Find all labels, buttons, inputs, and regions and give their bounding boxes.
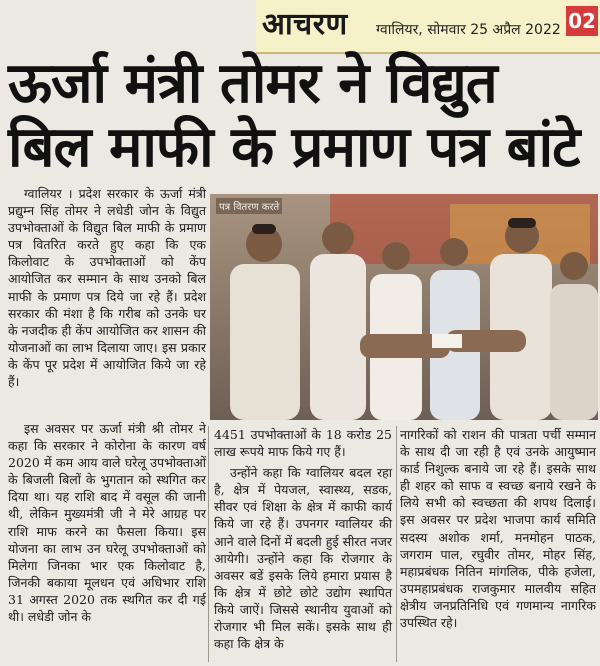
article-paragraph-intro: ग्वालियर । प्रदेश सरकार के ऊर्जा मंत्री प्रद्युम्न सिंह तोमर ने लधेडी जोन के विद्युत उपभोक्ताओं के विद्युत बिल माफी के प्रमाण पत्र वितरित करते हुए कहा कि एक किलोवाट के उपभोक्ताओं को केंप आयोजित कर सम्मान के साथ उनको बिल माफी के प्रमाण पत्र दिये जा रहे हैं। प्रदेश सरकार की मंशा है कि गरीब को उनके घर के नजदीक ही केंप आयोजित कर शासन की योजनाओं का लाभ दिलाया जाए। इस प्रकार के केंप पूर प्रदेश में आयोजित किये जा रहे हैं। bbox=[8, 186, 206, 390]
headline-line-2: बिल माफी के प्रमाण पत्र बांटे bbox=[8, 115, 580, 180]
photo-caption: पत्र वितरण करते bbox=[216, 198, 282, 214]
column-divider bbox=[396, 426, 397, 662]
article-paragraph-minister-quote: इस अवसर पर ऊर्जा मंत्री श्री तोमर ने कहा कि सरकार ने कोरोना के कारण वर्ष 2020 में कम आय वाले घरेलू उपभोक्ताओं के बिजली बिलों के भुगतान को स्थगित कर दिया था। यह राशि बाद में वसूल की जानी थी, लेकिन मुख्यमंत्री जी ने मेरे आग्रह पर राशि माफ करने का फैसला किया। इस योजना का लाभ उन घरेलू उपभोक्ताओं को मिलेगा जिनका भार एक किलोवाट है, जिनकी बकाया मूलधन एवं अधिभार राशि 31 अगस्त 2020 तक स्थगित कर दी गई थी। लधेडी जोन के bbox=[8, 421, 206, 625]
dateline: ग्वालियर, सोमवार 25 अप्रैल 2022 bbox=[376, 22, 561, 38]
article-paragraph-consumers: 4451 उपभोक्ताओं के 18 करोड 25 लाख रूपये माफ किये गए हैं। bbox=[214, 427, 392, 460]
article-column-middle bbox=[214, 426, 392, 652]
article-paragraph-development: उन्होंने कहा कि ग्वालियर बदल रहा है, क्षेत्र में पेयजल, स्वास्थ्य, सडक, सीवर एवं शिक्षा के क्षेत्र में काफी कार्य किये जा रहे हैं। उपनगर ग्वालियर की आने वाले दिनों में बदली हुई सीरत नजर आयेगी। उन्होंने कहा कि रोजगार के अवसर बडें इसके लिये हमारा प्रयास है कि क्षेत्र में छोटे छोटे उद्योग स्थापित किये जाऐं। जिससे स्थानीय युवाओं को रोजगार भी मिल सकें। इसके साथ ही कहा कि क्षेत्र के bbox=[214, 465, 392, 652]
masthead bbox=[256, 0, 600, 54]
photo-illustration bbox=[210, 194, 598, 420]
news-photo bbox=[210, 194, 598, 420]
newspaper-brand: आचरण bbox=[262, 7, 348, 42]
article-column-right bbox=[400, 426, 596, 631]
headline-line-1: ऊर्जा मंत्री तोमर ने विद्युत bbox=[8, 51, 497, 116]
headline bbox=[8, 52, 598, 180]
article-paragraph-attendees: नागरिकों को राशन की पात्रता पर्ची सम्मान के साथ दी जा रही है एवं उनके आयुष्मान कार्ड निशुल्क बनाये जा रहे हैं। इसके साथ ही शहर को साफ व स्वच्छ बनाये रखने के लिये सभी को स्वच्छता की शपथ दिलाई। इस अवसर पर प्रदेश भाजपा कार्य समिति सदस्य अशोक शर्मा, मनमोहन पाठक, जगराम पाल, रघुवीर तोमर, मोहर सिंह, महाप्रबंधक नितिन मांगलिक, पीके हजेला, उपमहाप्रबंधक राजकुमार मालवीय सहित क्षेत्रीय जनप्रतिनिधि एवं गणमान्य नागरिक उपस्थित रहे। bbox=[400, 427, 596, 631]
page-number-badge: 02 bbox=[566, 6, 598, 36]
article-column-left-lower bbox=[8, 420, 206, 625]
article-column-left bbox=[8, 185, 206, 390]
column-divider bbox=[208, 426, 209, 662]
